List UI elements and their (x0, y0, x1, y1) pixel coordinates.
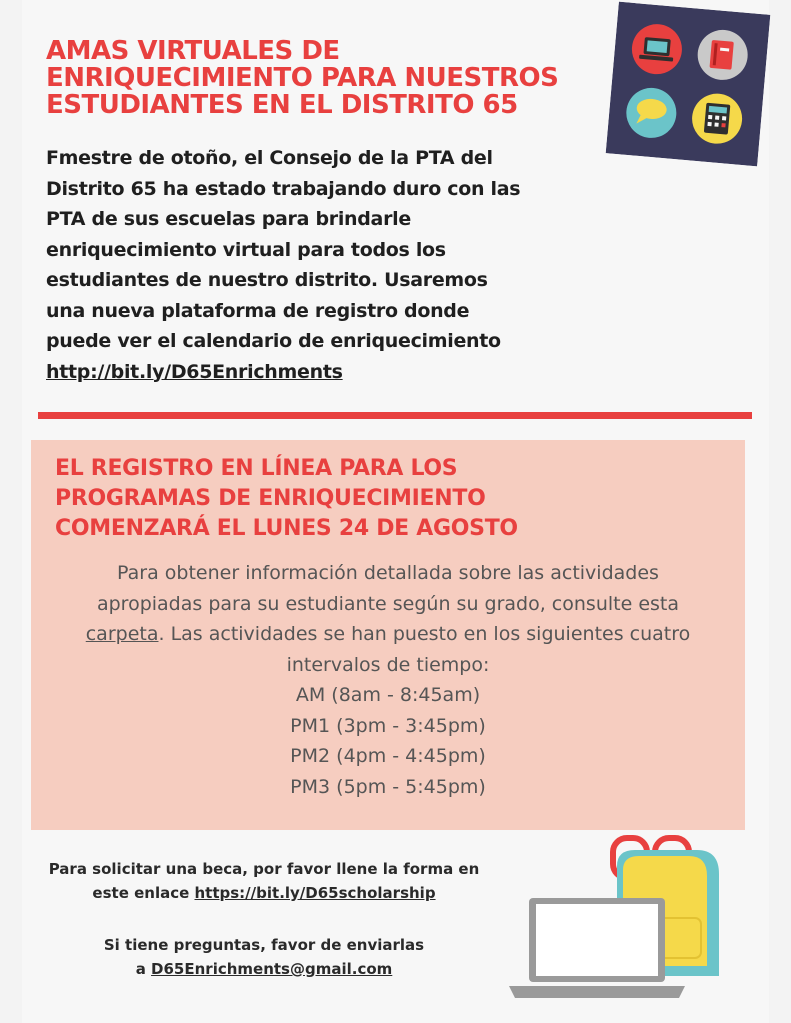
email-link[interactable]: D65Enrichments@gmail.com (151, 960, 393, 978)
flyer-title (46, 38, 626, 119)
enrichment-icons-badge (606, 2, 771, 167)
scholarship-paragraph (30, 857, 498, 905)
registration-title (55, 454, 715, 544)
body-line: apropiadas para su estudiante según su grado, consulte esta (96, 592, 680, 615)
intro-line: estudiantes de nuestro distrito. Usaremos (46, 269, 488, 291)
time-slot: AM (8am - 8:45am) (295, 684, 481, 706)
intro-line: puede ver el calendario de enriquecimiento (46, 330, 501, 352)
body-line (31, 619, 745, 650)
scholarship-line: Para solicitar una beca, por favor llene la forma en (48, 860, 480, 878)
footer-info (30, 857, 498, 981)
intro-paragraph (46, 143, 576, 387)
body-line-rest: . Las actividades se han puesto en los siguientes cuatro (158, 623, 691, 645)
intro-line: Fmestre de otoño, el Consejo de la PTA del (46, 147, 493, 169)
email-line (30, 957, 498, 981)
registration-title-line: COMENZARÁ EL LUNES 24 DE AGOSTO (55, 516, 518, 541)
questions-line: Si tiene preguntas, favor de enviarlas (103, 936, 425, 954)
intro-line: Distrito 65 ha estado trabajando duro con las (46, 177, 521, 200)
enrichments-link[interactable]: http://bit.ly/D65Enrichments (46, 360, 343, 383)
section-divider (38, 412, 752, 419)
intro-line: enriquecimiento virtual para todos los (46, 238, 446, 261)
time-slot: PM1 (3pm - 3:45pm) (290, 714, 486, 737)
body-line: intervalos de tiempo: (286, 653, 490, 676)
title-line: ENRIQUECIMIENTO PARA NUESTROS (46, 63, 559, 93)
time-slot: PM2 (4pm - 4:45pm) (290, 745, 486, 767)
questions-prefix: a (135, 960, 152, 978)
registration-panel (31, 440, 745, 830)
scholarship-link[interactable]: https://bit.ly/D65scholarship (194, 884, 436, 902)
scholarship-prefix: este enlace (92, 884, 195, 902)
registration-body (31, 558, 745, 802)
title-line: AMAS VIRTUALES DE (46, 36, 340, 66)
title-line: ESTUDIANTES EN EL DISTRITO 65 (46, 90, 518, 120)
scholarship-link-line (30, 881, 498, 905)
time-slot: PM3 (5pm - 5:45pm) (290, 775, 486, 798)
registration-title-line: PROGRAMAS DE ENRIQUECIMIENTO (55, 486, 486, 511)
intro-line: PTA de sus escuelas para brindarle (46, 208, 411, 230)
backpack-laptop-illustration (505, 826, 730, 1006)
registration-title-line: EL REGISTRO EN LÍNEA PARA LOS (55, 456, 458, 481)
body-line: Para obtener información detallada sobre las actividades (117, 562, 659, 584)
folder-link[interactable]: carpeta (85, 623, 159, 645)
questions-paragraph (30, 933, 498, 981)
intro-line: una nueva plataforma de registro donde (46, 299, 470, 322)
laptop-illustration-icon (509, 898, 685, 998)
intro-link-line (46, 357, 576, 388)
footer-gap (30, 905, 498, 933)
